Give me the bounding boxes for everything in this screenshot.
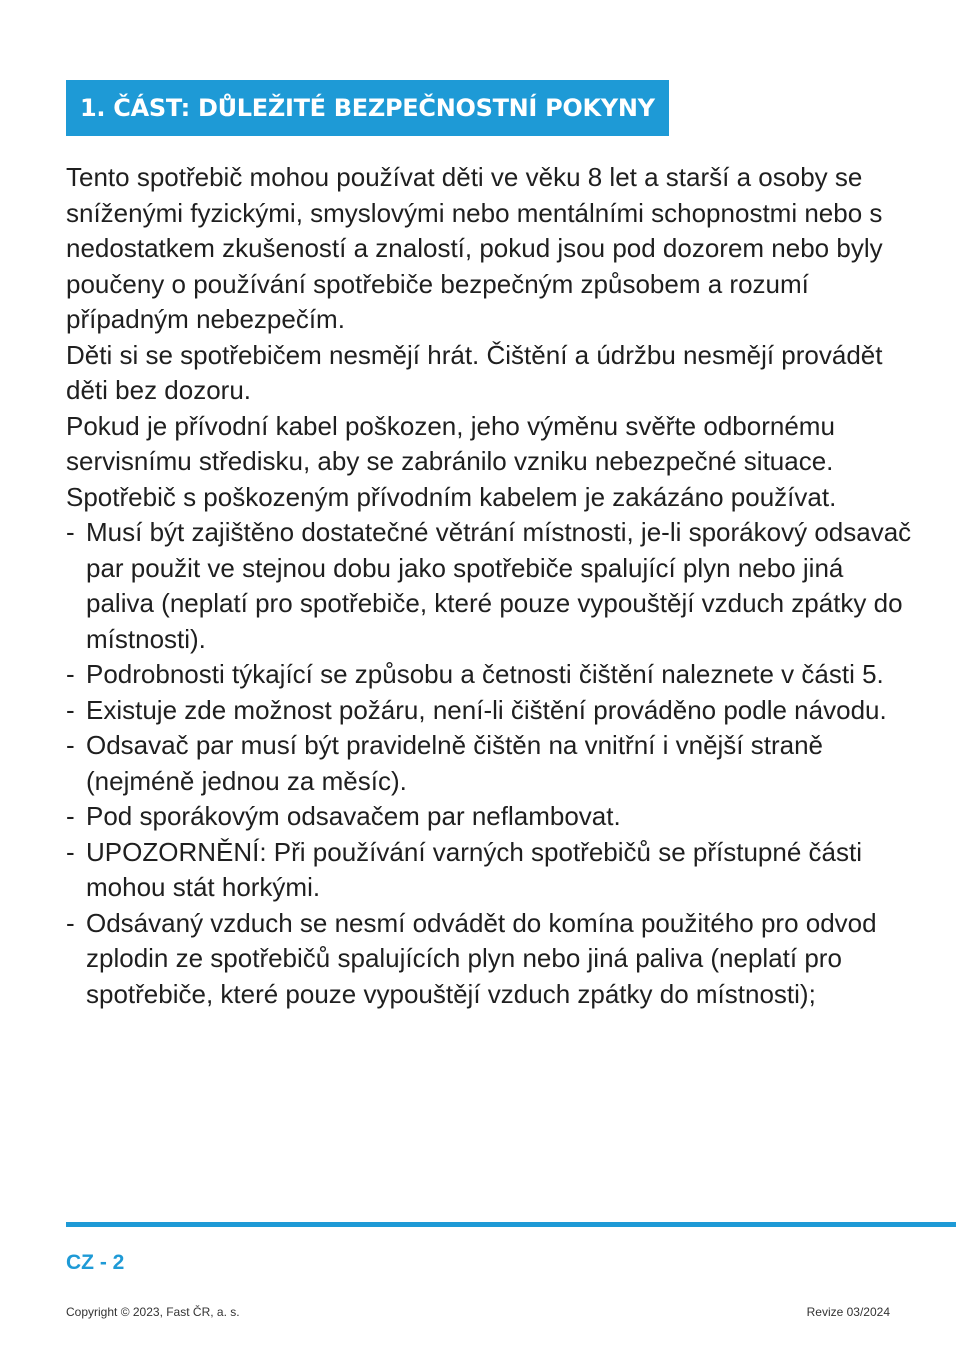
copyright-notice: Copyright © 2023, Fast ČR, a. s. [66,1305,240,1319]
list-item [66,906,916,1013]
body-text [66,160,916,1012]
list-item [66,515,916,657]
list-item-text: Existuje zde možnost požáru, není-li čištění prováděno podle návodu. [86,694,887,725]
paragraph-age-restriction: Tento spotřebič mohou používat děti ve věku 8 let a starší a osoby se sníženými fyzickými, smyslovými nebo mentálními schopnostmi nebo s nedostatkem zkušeností a znalostí, pokud jsou pod dozorem nebo byly poučeny o používání spotřebiče bezpečným způsobem a rozumí případným nebezpečím. [66,162,883,334]
page-number: CZ - 2 [66,1251,125,1274]
list-item-text: Odsavač par musí být pravidelně čištěn na vnitřní i vnější straně (nejméně jednou za měsíc). [86,730,824,796]
paragraph-cable-damage: Pokud je přívodní kabel poškozen, jeho výměnu svěřte odbornému servisnímu středisku, aby se zabránilo vzniku nebezpečné situace. [66,410,835,476]
bullet-dash: - [66,517,75,547]
revision-label: Revize 03/2024 [806,1305,890,1319]
list-item-text: Odsávaný vzduch se nesmí odvádět do komína použitého pro odvod zplodin ze spotřebičů spalujících plyn nebo jiná paliva (neplatí pro spotřebiče, které pouze vypouštějí vzduch zpátky do místnosti); [86,907,877,1009]
list-item [66,693,916,729]
footer-divider [66,1222,956,1227]
list-item-text: Musí být zajištěno dostatečné větrání místnosti, je-li sporákový odsavač par použit ve stejnou dobu jako spotřebiče spalující plyn nebo jiná paliva (neplatí pro spotřebiče, které pouze vypouštějí vzduch zpátky do místnosti). [86,517,912,654]
list-item [66,799,916,835]
bullet-dash: - [66,907,75,938]
bullet-dash: - [66,836,75,867]
section-heading: 1. ČÁST: DŮLEŽITÉ BEZPEČNOSTNÍ POKYNY [66,80,669,136]
paragraph-children-play: Děti si se spotřebičem nesmějí hrát. Čištění a údržbu nesmějí provádět děti bez dozoru. [66,339,883,405]
bullet-dash: - [66,730,75,760]
list-item [66,835,916,906]
list-item-text: UPOZORNĚNÍ: Při používání varných spotřebičů se přístupné části mohou stát horkými. [86,836,862,902]
bullet-dash: - [66,801,75,831]
bullet-dash: - [66,659,75,689]
list-item [66,728,916,799]
list-item-text: Pod sporákovým odsavačem par neflambovat. [86,801,621,831]
bullet-dash: - [66,694,75,725]
paragraph-damaged-cable-use: Spotřebič s poškozeným přívodním kabelem je zakázáno používat. [66,481,837,512]
list-item-text: Podrobnosti týkající se způsobu a četnosti čištění naleznete v části 5. [86,659,884,689]
safety-bullet-list [66,515,916,1012]
list-item [66,657,916,693]
